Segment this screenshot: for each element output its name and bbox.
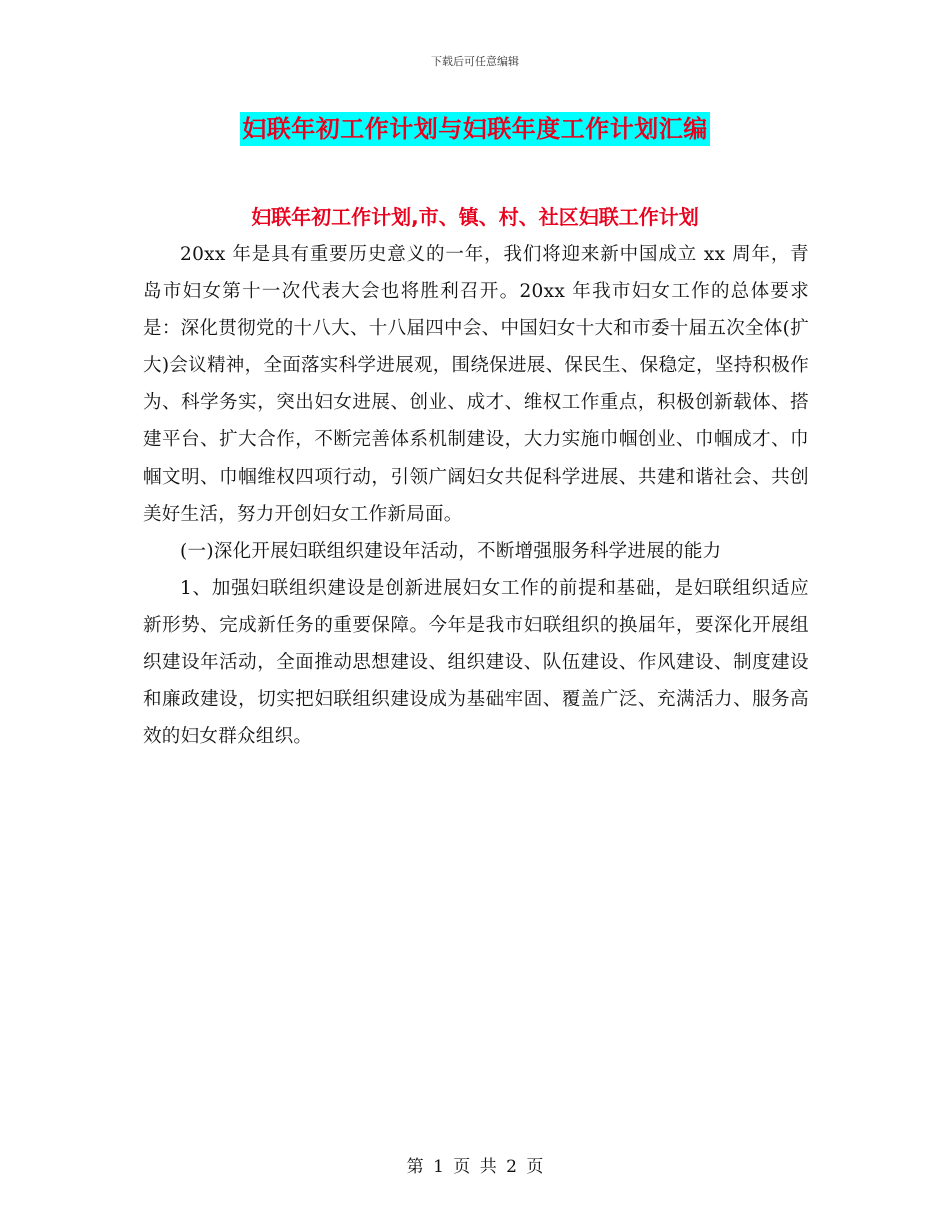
page-footer: 第 1 页 共 2 页 [406,1157,544,1177]
document-subtitle: 妇联年初工作计划,市、镇、村、社区妇联工作计划 [251,205,699,229]
document-title: 妇联年初工作计划与妇联年度工作计划汇编 [240,112,710,146]
paragraph-intro: 20xx 年是具有重要历史意义的一年，我们将迎来新中国成立 xx 周年，青岛市妇女第十一次代表大会也将胜利召开。20xx 年我市妇女工作的总体要求是：深化贯彻党的十八大、十八届四中会、中国妇女十大和市委十届五次全体(扩大)会议精神，全面落实科学进展观，围绕保进展、保民生、保稳定，坚持积极作为、科学务实，突出妇女进展、创业、成才、维权工作重点，积极创新载体、搭建平台、扩大合作，不断完善体系机制建设，大力实施巾帼创业、巾帼成才、巾帼文明、巾帼维权四项行动，引领广阔妇女共促科学进展、共建和谐社会、共创美好生活，努力开创妇女工作新局面。 [143,244,809,525]
paragraph-section-heading: (一)深化开展妇联组织建设年活动，不断增强服务科学进展的能力 [180,540,722,562]
header-note: 下载后可任意编辑 [431,55,519,68]
document-body [143,236,809,755]
title-block [0,112,950,146]
paragraph-item-1: 1、加强妇联组织建设是创新进展妇女工作的前提和基础，是妇联组织适应新形势、完成新任务的重要保障。今年是我市妇联组织的换届年，要深化开展组织建设年活动，全面推动思想建设、组织建设、队伍建设、作风建设、制度建设和廉政建设，切实把妇联组织建设成为基础牢固、覆盖广泛、充满活力、服务高效的妇女群众组织。 [143,577,809,748]
